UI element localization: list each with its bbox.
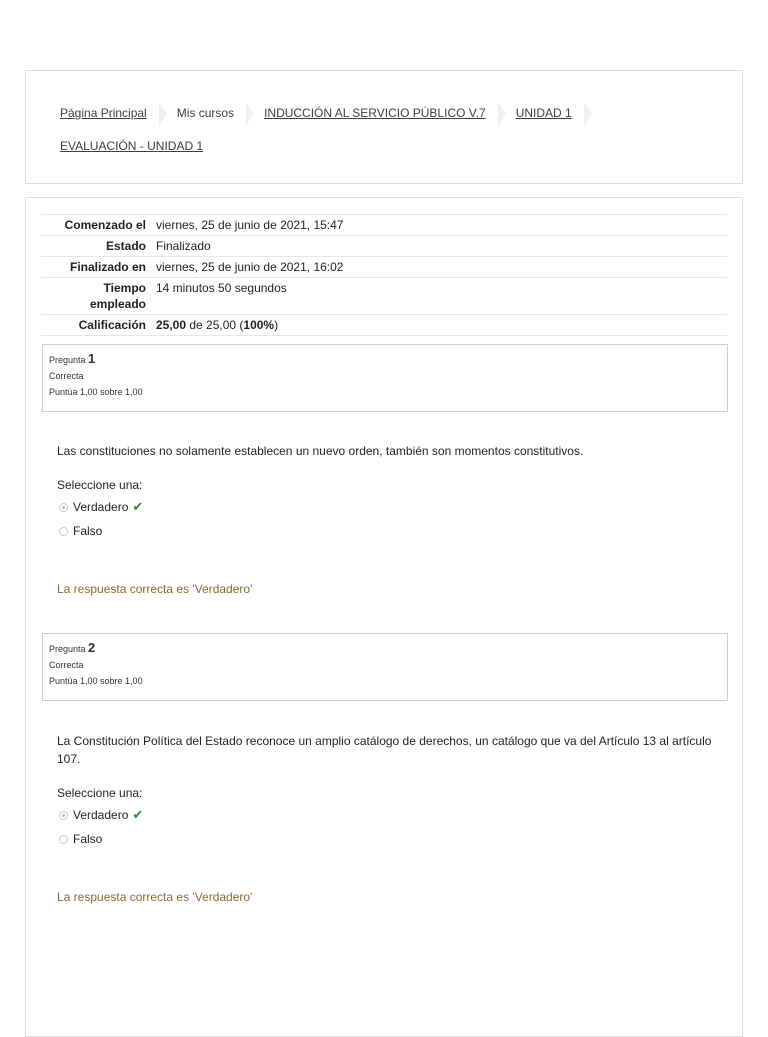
summary-label: Calificación <box>41 315 151 336</box>
breadcrumb-separator-icon <box>498 102 506 126</box>
summary-label: Finalizado en <box>41 257 151 278</box>
summary-row-state <box>41 236 727 257</box>
option-label: Falso <box>73 832 103 846</box>
summary-label: Comenzado el <box>41 215 151 236</box>
breadcrumb-link-unit[interactable]: UNIDAD 1 <box>515 106 572 120</box>
grade-percent: 100% <box>243 318 275 332</box>
breadcrumb-separator-icon <box>246 102 254 126</box>
summary-row-time <box>41 278 727 315</box>
breadcrumb-item-unit[interactable] <box>516 97 572 130</box>
radio-checked-icon[interactable] <box>59 503 68 512</box>
breadcrumb <box>60 97 700 163</box>
radio-unchecked-icon[interactable] <box>59 527 68 536</box>
grade-score: 25,00 <box>156 318 187 332</box>
breadcrumb-item-my-courses: Mis cursos <box>176 106 235 120</box>
summary-row-started <box>41 215 727 236</box>
answer-prompt-1: Seleccione una: <box>57 478 143 492</box>
question-label: Pregunta <box>49 644 86 654</box>
question-text-2: La Constitución Política del Estado reconoce un amplio catálogo de derechos, un catálogo que va del Artículo 13 al artículo 107. <box>57 734 712 766</box>
radio-checked-icon[interactable] <box>59 811 68 820</box>
checkmark-icon: ✔ <box>132 807 144 822</box>
attempt-summary-table <box>41 214 727 336</box>
question-text-1: Las constituciones no solamente establecen un nuevo orden, también son momentos constitutivos. <box>57 444 584 458</box>
question-number: 2 <box>88 640 96 655</box>
summary-label: Estado <box>41 236 151 257</box>
question-info-1 <box>42 344 728 412</box>
summary-row-grade <box>41 315 727 336</box>
option-false-1[interactable] <box>59 524 102 538</box>
answer-prompt-2: Seleccione una: <box>57 786 143 800</box>
checkmark-icon: ✔ <box>132 499 144 514</box>
correct-answer-feedback-1: La respuesta correcta es 'Verdadero' <box>57 582 253 596</box>
summary-value: viernes, 25 de junio de 2021, 15:47 <box>151 215 727 236</box>
question-label: Pregunta <box>49 355 86 365</box>
question-status: Correcta <box>49 660 84 670</box>
option-true-2[interactable] <box>59 807 143 823</box>
breadcrumb-link-home[interactable]: Página Principal <box>60 106 147 120</box>
breadcrumb-separator-icon <box>584 102 592 126</box>
option-false-2[interactable] <box>59 832 102 846</box>
summary-value: Finalizado <box>151 236 727 257</box>
quiz-review-card <box>25 197 743 1037</box>
breadcrumb-item-course[interactable] <box>264 97 486 130</box>
breadcrumb-card <box>25 70 743 184</box>
question-info-2 <box>42 633 728 701</box>
question-number: 1 <box>88 351 96 366</box>
summary-label: Tiempo empleado <box>41 278 151 315</box>
summary-row-finished <box>41 257 727 278</box>
grade-of: de 25,00 ( <box>186 318 244 332</box>
breadcrumb-separator-icon <box>159 102 167 126</box>
option-label: Verdadero <box>73 500 129 514</box>
breadcrumb-link-course[interactable]: INDUCCIÓN AL SERVICIO PÚBLICO V.7 <box>264 106 486 120</box>
breadcrumb-item-home[interactable] <box>60 97 147 130</box>
option-true-1[interactable] <box>59 499 143 515</box>
summary-value-grade <box>151 315 727 336</box>
summary-value: 14 minutos 50 segundos <box>151 278 727 315</box>
breadcrumb-link-evaluation[interactable]: EVALUACIÓN - UNIDAD 1 <box>60 139 204 153</box>
correct-answer-feedback-2: La respuesta correcta es 'Verdadero' <box>57 890 253 904</box>
question-points: Puntúa 1,00 sobre 1,00 <box>49 676 143 686</box>
option-label: Verdadero <box>73 808 129 822</box>
radio-unchecked-icon[interactable] <box>59 835 68 844</box>
summary-value: viernes, 25 de junio de 2021, 16:02 <box>151 257 727 278</box>
breadcrumb-item-evaluation[interactable] <box>60 130 203 163</box>
grade-close: ) <box>274 318 279 332</box>
option-label: Falso <box>73 524 103 538</box>
question-status: Correcta <box>49 371 84 381</box>
question-points: Puntúa 1,00 sobre 1,00 <box>49 387 143 397</box>
